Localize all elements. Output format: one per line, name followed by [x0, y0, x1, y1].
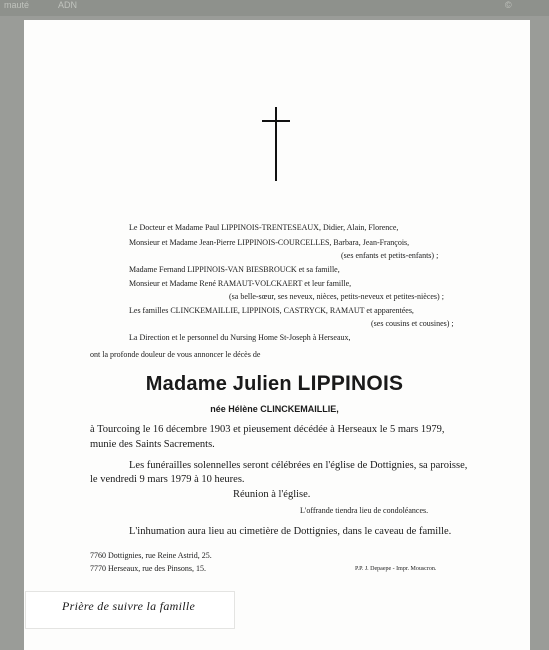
follow-family-text: Prière de suivre la famille: [62, 599, 196, 613]
family-line: Le Docteur et Madame Paul LIPPINOIS-TRENTESEAUX, Didier, Alain, Florence,: [129, 223, 399, 232]
funeral-date-line: le vendredi 9 mars 1979 à 10 heures.: [90, 474, 245, 485]
printer-credit: P.P. J. Depaepe - Impr. Mouscron.: [355, 566, 437, 572]
address-line: 7770 Herseaux, rue des Pinsons, 15.: [90, 564, 206, 573]
follow-family-card: [26, 592, 234, 628]
deceased-surname: LIPPINOIS: [297, 372, 404, 395]
watermark-text: ADN: [58, 0, 78, 10]
watermark-text: mauté: [4, 0, 30, 10]
family-line: Monsieur et Madame Jean-Pierre LIPPINOIS-COURCELLES, Barbara, Jean-François,: [129, 238, 410, 247]
birth-death-line: à Tourcoing le 16 décembre 1903 et pieusement décédée à Herseaux le 5 mars 1979,: [90, 424, 445, 435]
funeral-line: Les funérailles solennelles seront célébrées en l'église de Dottignies, sa paroisse,: [129, 460, 468, 471]
deceased-name: [0, 372, 549, 396]
family-line-note: (ses cousins et cousines) ;: [371, 319, 454, 328]
cross-icon: [262, 107, 290, 181]
sacraments-line: munie des Saints Sacrements.: [90, 439, 215, 450]
family-line: Madame Fernand LIPPINOIS-VAN BIESBROUCK et sa famille,: [129, 265, 340, 274]
family-line-note: (ses enfants et petits-enfants) ;: [341, 251, 439, 260]
burial-line: L'inhumation aura lieu au cimetière de Dottignies, dans le caveau de famille.: [129, 526, 452, 537]
top-strip: [0, 0, 549, 16]
announcement-text: ont la profonde douleur de vous annoncer le décès de: [90, 350, 261, 359]
address-line: 7760 Dottignies, rue Reine Astrid, 25.: [90, 551, 212, 560]
offering-line: L'offrande tiendra lieu de condoléances.: [300, 506, 429, 515]
family-line-note: (sa belle-sœur, ses neveux, nièces, petits-neveux et petites-nièces) ;: [229, 292, 444, 301]
watermark-text: ©: [505, 0, 512, 10]
family-line: Monsieur et Madame René RAMAUT-VOLCKAERT et leur famille,: [129, 279, 352, 288]
family-line: Les familles CLINCKEMAILLIE, LIPPINOIS, CASTRYCK, RAMAUT et apparentées,: [129, 306, 414, 315]
maiden-name: née Hélène CLINCKEMAILLIE,: [210, 404, 339, 414]
reunion-line: Réunion à l'église.: [233, 489, 311, 500]
deceased-title: Madame Julien: [145, 373, 292, 395]
family-line: La Direction et le personnel du Nursing Home St-Joseph à Herseaux,: [129, 333, 351, 342]
